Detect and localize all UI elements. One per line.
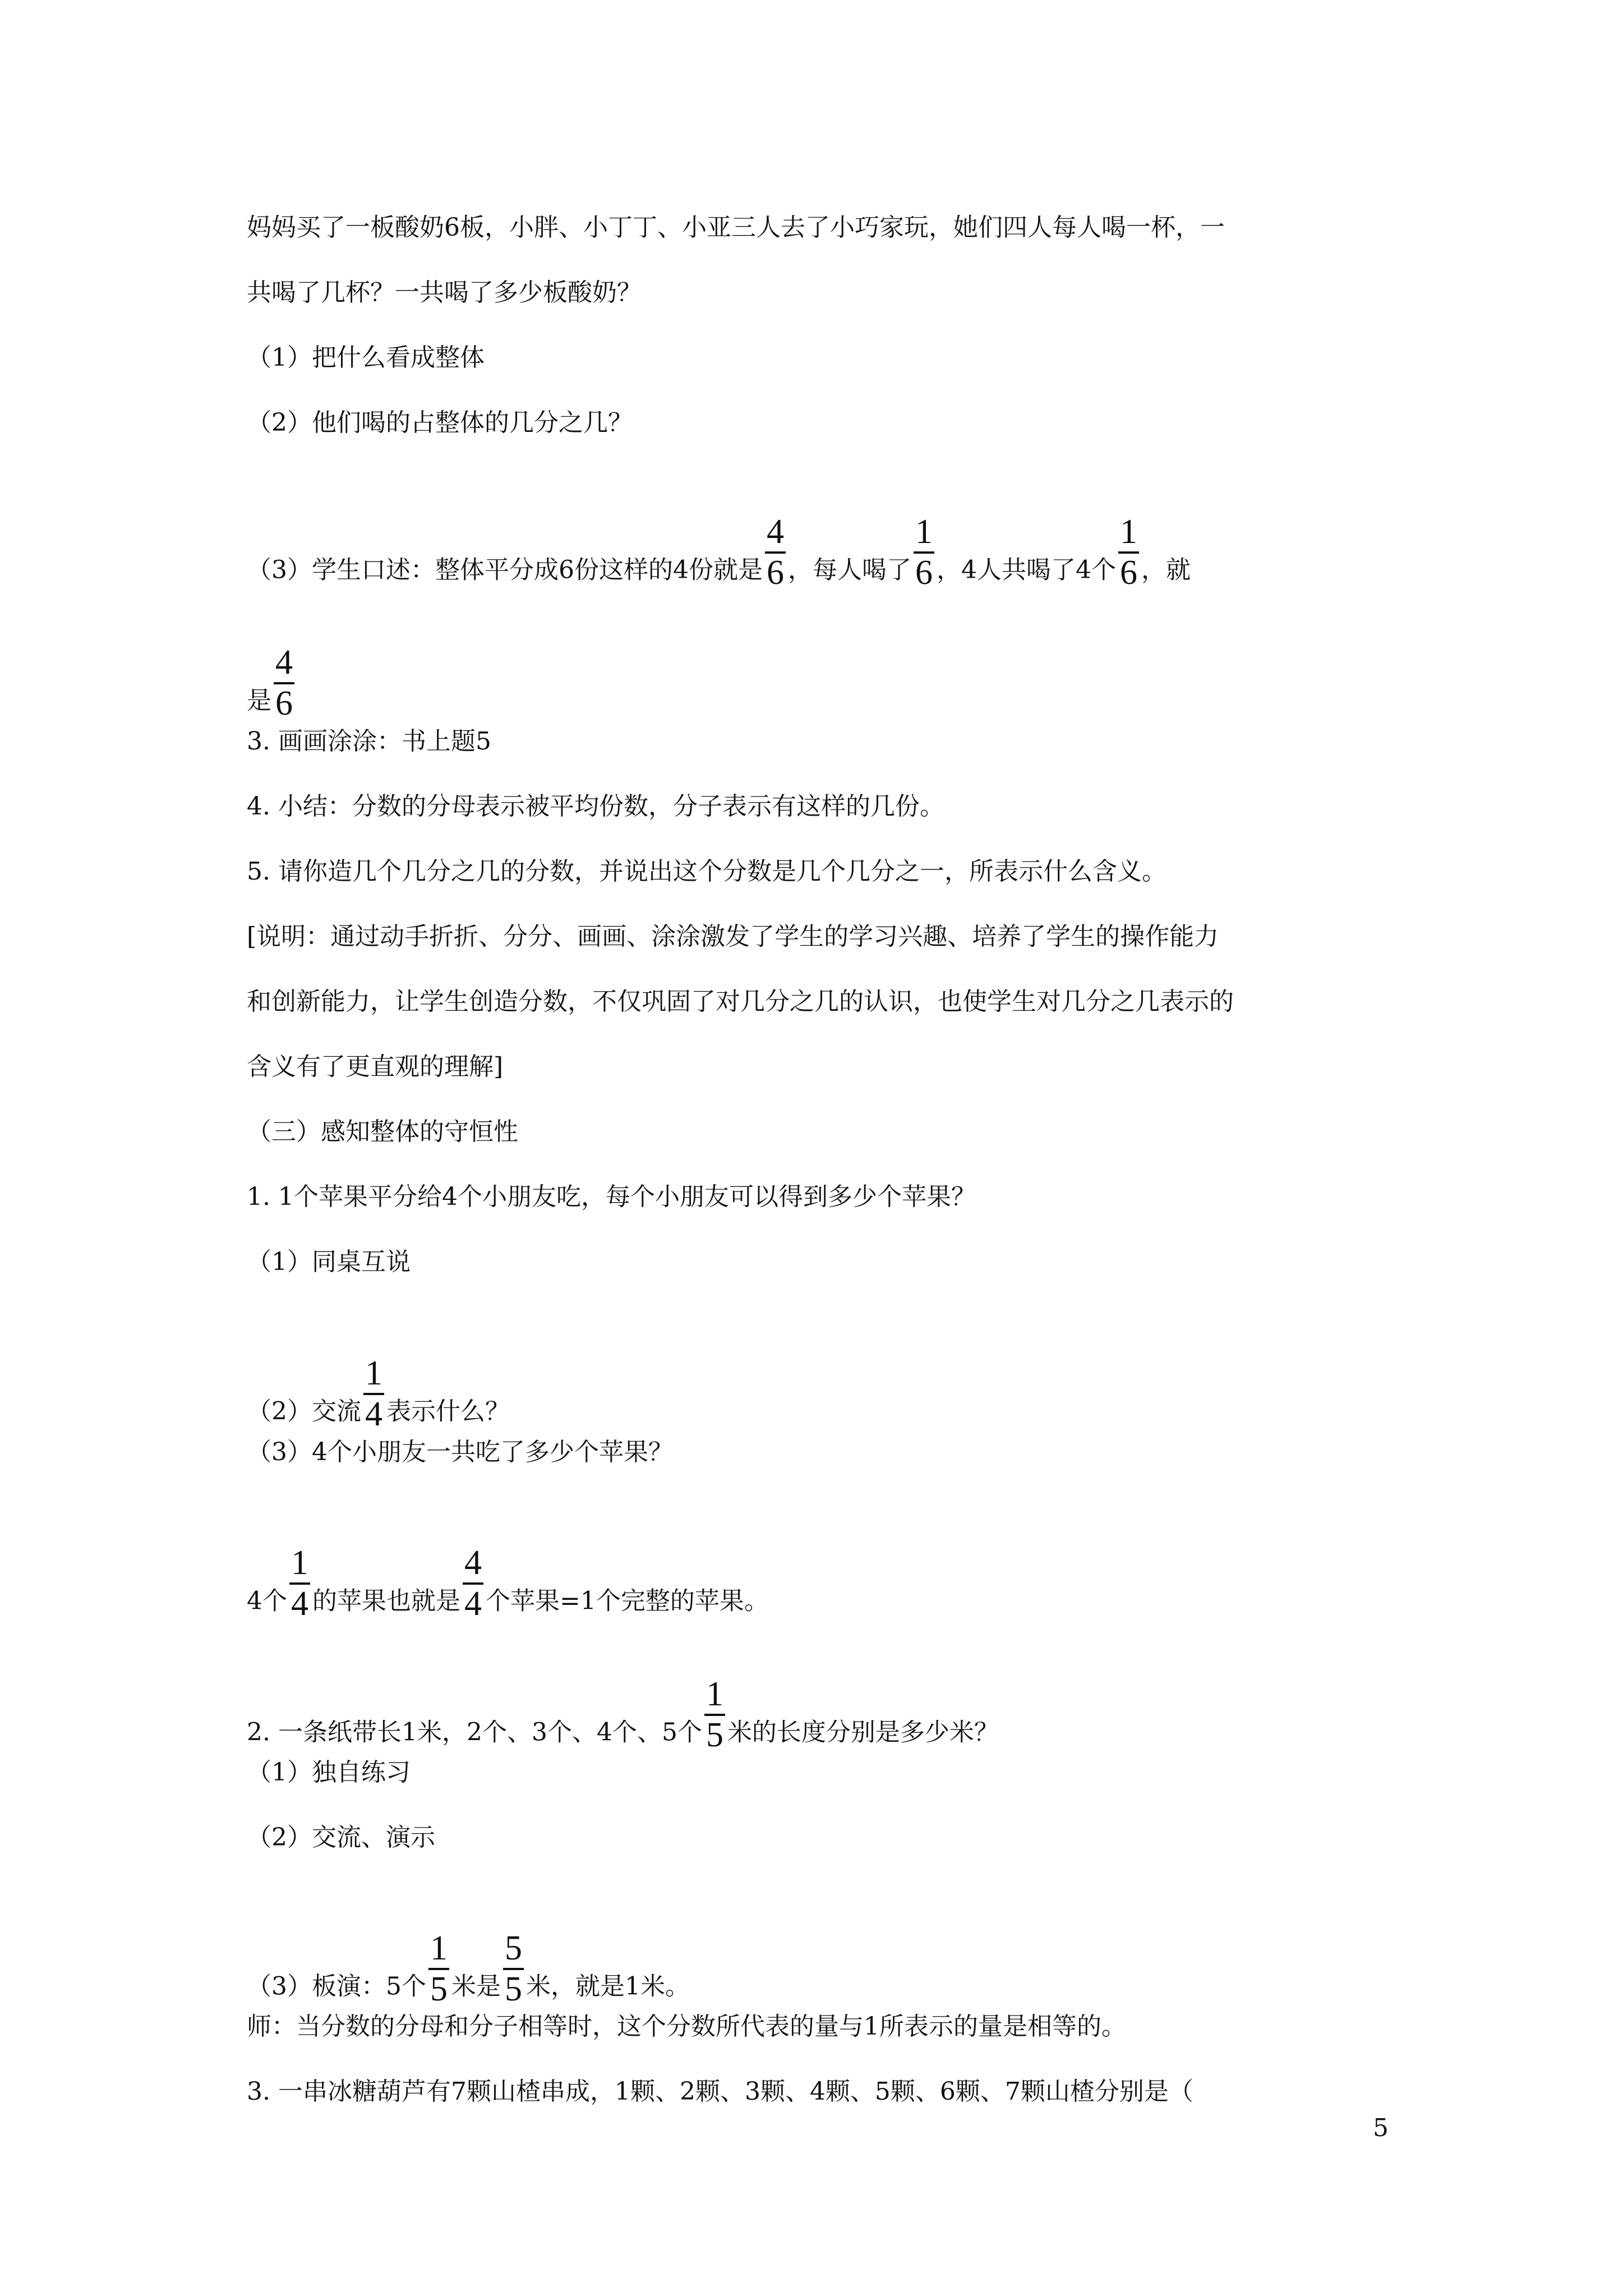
text-run: （3）学生口述：整体平分成6份这样的4份就是 bbox=[247, 555, 763, 585]
fraction-denominator: 5 bbox=[430, 1970, 448, 2009]
fraction bbox=[428, 1930, 449, 2008]
fraction bbox=[363, 1355, 384, 1433]
fraction bbox=[704, 1676, 725, 1754]
fraction-numerator: 5 bbox=[505, 1929, 522, 1967]
text-run: 的苹果也就是 bbox=[312, 1586, 460, 1616]
fraction bbox=[289, 1545, 310, 1622]
page-number: 5 bbox=[1373, 2114, 1389, 2142]
fraction-denominator: 4 bbox=[365, 1395, 382, 1434]
text-run: 米的长度分别是多少米？ bbox=[727, 1718, 999, 1747]
text-run: ，每人喝了 bbox=[787, 555, 911, 585]
text-run: 4个 bbox=[247, 1586, 287, 1616]
paragraph-line bbox=[247, 513, 1191, 610]
fraction-denominator: 4 bbox=[464, 1585, 482, 1623]
fraction-denominator: 5 bbox=[505, 1970, 522, 2009]
fraction-numerator: 4 bbox=[464, 1544, 482, 1582]
fraction-numerator: 1 bbox=[365, 1354, 382, 1392]
fraction bbox=[765, 514, 786, 591]
paragraph-line: （三）感知整体的守恒性 bbox=[247, 1117, 518, 1146]
text-run: ，就 bbox=[1141, 555, 1191, 585]
text-run: 米，就是1米。 bbox=[526, 1972, 690, 2001]
paragraph-line: 3. 画画涂涂：书上题5 bbox=[247, 727, 491, 756]
paragraph-line: 4. 小结：分数的分母表示被平均份数，分子表示有这样的几份。 bbox=[247, 792, 944, 821]
text-run: （2）交流 bbox=[247, 1397, 361, 1426]
fraction-denominator: 6 bbox=[1119, 554, 1137, 592]
paragraph-line bbox=[247, 1544, 769, 1641]
text-run: 是 bbox=[247, 686, 271, 715]
text-run: 表示什么？ bbox=[386, 1397, 510, 1426]
fraction-numerator: 1 bbox=[291, 1544, 308, 1582]
paragraph-line: 3. 一串冰糖葫芦有7颗山楂串成，1颗、2颗、3颗、4颗、5颗、6颗、7颗山楂分别是（ bbox=[247, 2077, 1193, 2106]
text-run: （3）板演：5个 bbox=[247, 1972, 426, 2001]
fraction-denominator: 5 bbox=[706, 1716, 723, 1755]
paragraph-line: （2）交流、演示 bbox=[247, 1823, 435, 1852]
fraction bbox=[463, 1545, 483, 1622]
fraction-denominator: 6 bbox=[766, 554, 784, 592]
paragraph-line: （3）4个小朋友一共吃了多少个苹果？ bbox=[247, 1438, 673, 1466]
paragraph-line: 含义有了更直观的理解] bbox=[247, 1052, 504, 1081]
text-run: 2. 一条纸带长1米，2个、3个、4个、5个 bbox=[247, 1718, 702, 1747]
paragraph-line: 1. 1个苹果平分给4个小朋友吃，每个小朋友可以得到多少个苹果？ bbox=[247, 1182, 976, 1211]
fraction-numerator: 1 bbox=[706, 1675, 723, 1713]
text-run: 个苹果=1个完整的苹果。 bbox=[486, 1586, 769, 1616]
paragraph-line: 共喝了几杯？一共喝了多少板酸奶？ bbox=[247, 278, 642, 307]
fraction-numerator: 1 bbox=[915, 513, 933, 551]
fraction bbox=[1118, 514, 1139, 591]
fraction bbox=[503, 1930, 524, 2008]
paragraph-line: 和创新能力，让学生创造分数，不仅巩固了对几分之几的认识，也使学生对几分之几表示的 bbox=[247, 987, 1234, 1016]
paragraph-line: （1）同桌互说 bbox=[247, 1248, 411, 1276]
paragraph-line: （1）把什么看成整体 bbox=[247, 343, 485, 372]
fraction bbox=[274, 645, 294, 722]
fraction bbox=[914, 514, 934, 591]
fraction-numerator: 4 bbox=[275, 643, 293, 682]
fraction-numerator: 4 bbox=[766, 513, 784, 551]
fraction-numerator: 1 bbox=[1119, 513, 1137, 551]
paragraph-line: （1）独自练习 bbox=[247, 1758, 411, 1787]
paragraph-line: （2）他们喝的占整体的几分之几？ bbox=[247, 408, 633, 437]
fraction-denominator: 6 bbox=[915, 554, 933, 592]
paragraph-line: [说明：通过动手折折、分分、画画、涂涂激发了学生的学习兴趣、培养了学生的操作能力 bbox=[247, 922, 1219, 951]
text-run: ，4人共喝了4个 bbox=[936, 555, 1116, 585]
text-run: 米是 bbox=[451, 1972, 501, 2001]
fraction-numerator: 1 bbox=[430, 1929, 448, 1967]
fraction-denominator: 4 bbox=[291, 1585, 308, 1623]
paragraph-line: 5. 请你造几个几分之几的分数，并说出这个分数是几个几分之一，所表示什么含义。 bbox=[247, 857, 1166, 886]
paragraph-line: 妈妈买了一板酸奶6板，小胖、小丁丁、小亚三人去了小巧家玩，她们四人每人喝一杯，一 bbox=[247, 213, 1225, 242]
fraction-denominator: 6 bbox=[275, 684, 293, 723]
paragraph-line: 师：当分数的分母和分子相等时，这个分数所代表的量与1所表示的量是相等的。 bbox=[247, 2012, 1126, 2041]
